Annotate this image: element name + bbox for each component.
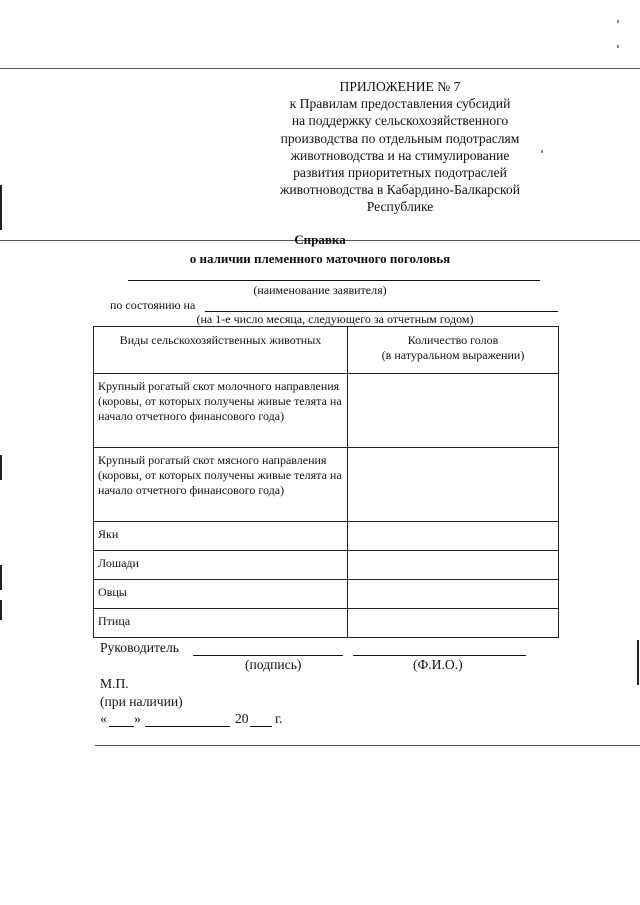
head-count-cell[interactable] [348,374,559,448]
head-count-cell[interactable] [348,551,559,580]
animal-type-cell: Крупный рогатый скот мясного направления (коровы, от которых получены живые телята на начало отчетного финансового года) [94,448,348,522]
head-count-cell[interactable] [348,448,559,522]
date-month-field[interactable] [145,726,230,727]
appendix-line: Республике [366,199,434,215]
date-close-quote: » [134,711,141,726]
applicant-name-caption: (наименование заявителя) [253,283,387,297]
as-of-caption: (на 1-е число месяца, следующего за отчетным годом) [196,312,474,326]
livestock-table [93,326,559,638]
full-name-field[interactable] [353,655,526,656]
scan-edge-mark [0,185,2,230]
appendix-line: к Правилам предоставления субсидий [289,96,511,112]
head-label: Руководитель [100,640,179,655]
table-row [94,522,559,551]
appendix-line: развития приоритетных подотраслей [293,165,507,181]
appendix-line: на поддержку сельскохозяйственного [291,113,509,129]
date-day-field[interactable] [109,726,134,727]
head-count-cell[interactable] [348,522,559,551]
header-head-count-line: (в натуральном выражении) [381,348,525,362]
document-title: Справка [294,232,346,247]
scan-edge-mark [0,565,2,590]
document-subtitle: о наличии племенного маточного поголовья [189,251,451,266]
table-row [94,551,559,580]
scan-edge-mark [0,600,2,620]
table-row [94,609,559,638]
animal-type-cell: Крупный рогатый скот молочного направления (коровы, от которых получены живые телята на начало отчетного финансового года) [94,374,348,448]
as-of-label: по состоянию на [110,298,196,312]
header-head-count-line: Количество голов [407,333,499,347]
appendix-header [240,78,560,216]
date-year-prefix: 20 [235,711,249,726]
animal-type-cell: Птица [94,609,348,638]
appendix-number: ПРИЛОЖЕНИЕ № 7 [339,79,461,94]
date-open-quote: « [100,711,107,726]
scan-speck [617,20,619,23]
scan-line-top [0,68,640,69]
scan-edge-mark [0,455,2,480]
date-year-suffix: г. [275,711,283,726]
applicant-name-field[interactable] [128,280,540,281]
appendix-line: производства по отдельным подотраслям [280,130,520,146]
appendix-line: животноводства и на стимулирование [290,147,510,163]
head-count-cell[interactable] [348,609,559,638]
table-row [94,448,559,522]
full-name-caption: (Ф.И.О.) [413,657,463,672]
header-head-count [348,327,559,374]
scan-speck [617,45,619,48]
date-year-field[interactable] [250,726,272,727]
stamp-label: М.П. [100,676,129,691]
animal-type-cell: Яки [94,522,348,551]
head-count-cell[interactable] [348,580,559,609]
table-row [94,580,559,609]
stamp-note: (при наличии) [100,694,183,709]
scan-edge-mark [637,640,639,685]
appendix-line: животноводства в Кабардино-Балкарской [279,182,520,198]
signature-field[interactable] [193,655,343,656]
table-row [94,374,559,448]
animal-type-cell: Лошади [94,551,348,580]
signature-caption: (подпись) [245,657,302,672]
scan-line-bottom [95,745,640,746]
animal-type-cell: Овцы [94,580,348,609]
table-header-row [94,327,559,374]
header-animal-type: Виды сельскохозяйственных животных [94,327,348,374]
